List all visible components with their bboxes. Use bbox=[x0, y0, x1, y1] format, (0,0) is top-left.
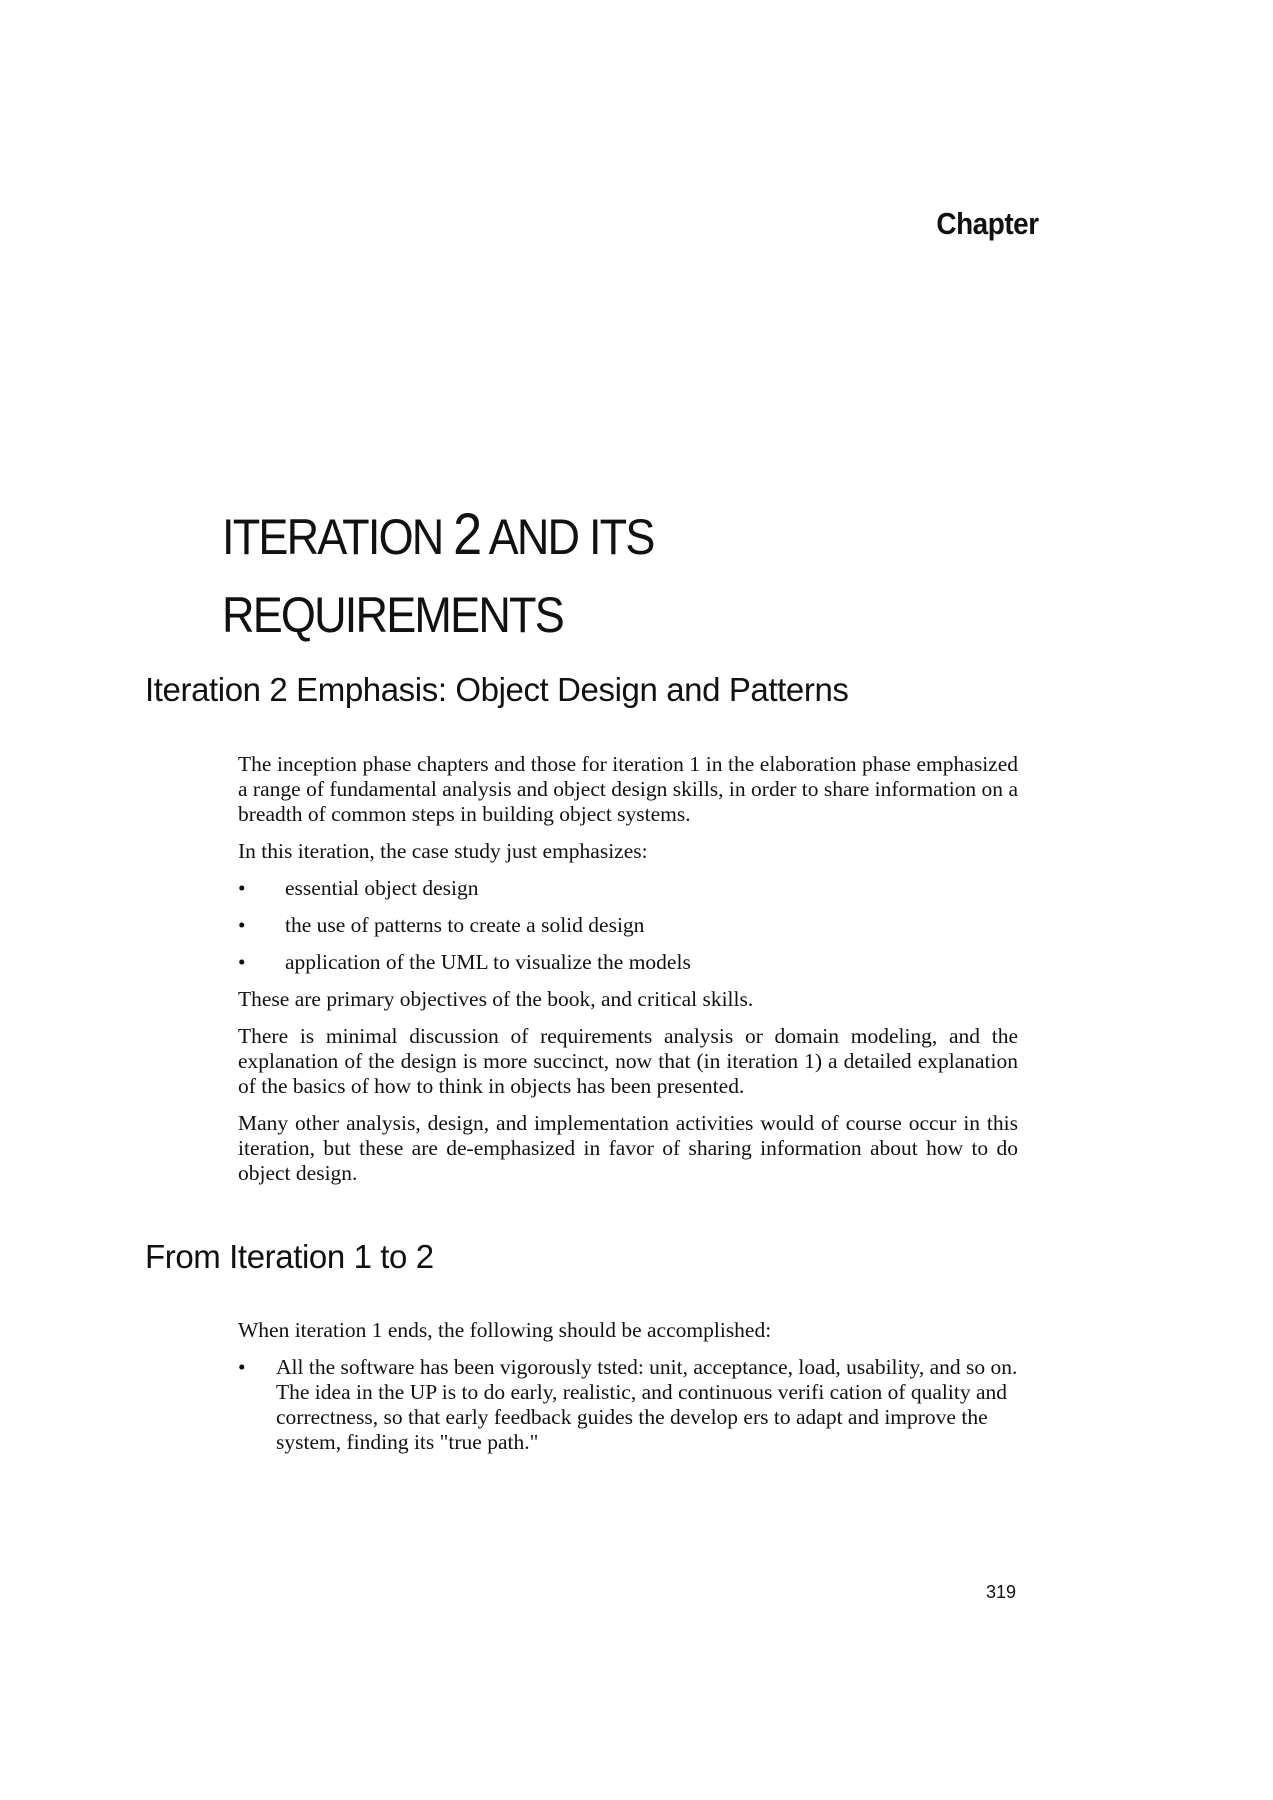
list-item bbox=[238, 913, 1018, 938]
chapter-title-line2: REQUIREMENTS bbox=[222, 586, 563, 643]
list-item-text: essential object design bbox=[285, 876, 479, 900]
section-body-iteration-2-emphasis bbox=[238, 752, 1018, 1198]
bullet-list bbox=[238, 876, 1018, 975]
paragraph: The inception phase chapters and those for iteration 1 in the elaboration phase emphasized a range of fundamental analysis and object design skills, in order to share information on a breadth of common steps in building object systems. bbox=[238, 752, 1018, 826]
bullet-icon: • bbox=[238, 950, 246, 974]
list-item-text: the use of patterns to create a solid design bbox=[285, 913, 645, 937]
page-number: 319 bbox=[986, 1582, 1017, 1602]
chapter-label: Chapter bbox=[936, 206, 1039, 241]
chapter-title bbox=[222, 496, 942, 654]
bullet-icon: • bbox=[238, 913, 246, 937]
section-body-from-iteration-1-to-2 bbox=[238, 1318, 1018, 1455]
chapter-title-part2: AND ITS bbox=[480, 508, 654, 565]
bullet-list bbox=[238, 1355, 1018, 1455]
section-heading-iteration-2-emphasis: Iteration 2 Emphasis: Object Design and Patterns bbox=[145, 671, 849, 708]
list-item-text: All the software has been vigorously tsted: unit, acceptance, load, usability, and so on. The idea in the UP is to do early, realistic, and continuous verifi cation of quality and correctness, so that early feedback guides the develop ers to adapt and improve the system, finding its "true path." bbox=[276, 1355, 1018, 1454]
paragraph: Many other analysis, design, and implementation activities would of course occur in this iteration, but these are de-emphasized in favor of sharing information about how to do object design. bbox=[238, 1111, 1018, 1185]
bullet-icon: • bbox=[238, 1355, 246, 1379]
list-item-text: application of the UML to visualize the models bbox=[285, 950, 691, 974]
list-item bbox=[238, 950, 1018, 975]
paragraph: These are primary objectives of the book, and critical skills. bbox=[238, 987, 754, 1011]
list-item bbox=[238, 1355, 1018, 1455]
paragraph: There is minimal discussion of requirements analysis or domain modeling, and the explanation of the design is more succinct, now that (in iteration 1) a detailed explanation of the basics of how to think in objects has been presented. bbox=[238, 1024, 1018, 1098]
chapter-title-number: 2 bbox=[453, 501, 481, 567]
list-item bbox=[238, 876, 1018, 901]
paragraph: In this iteration, the case study just emphasizes: bbox=[238, 839, 648, 863]
paragraph: When iteration 1 ends, the following should be accomplished: bbox=[238, 1318, 772, 1342]
chapter-title-part1: ITERATION bbox=[222, 508, 454, 565]
section-heading-from-iteration-1-to-2: From Iteration 1 to 2 bbox=[145, 1238, 434, 1275]
bullet-icon: • bbox=[238, 876, 246, 900]
